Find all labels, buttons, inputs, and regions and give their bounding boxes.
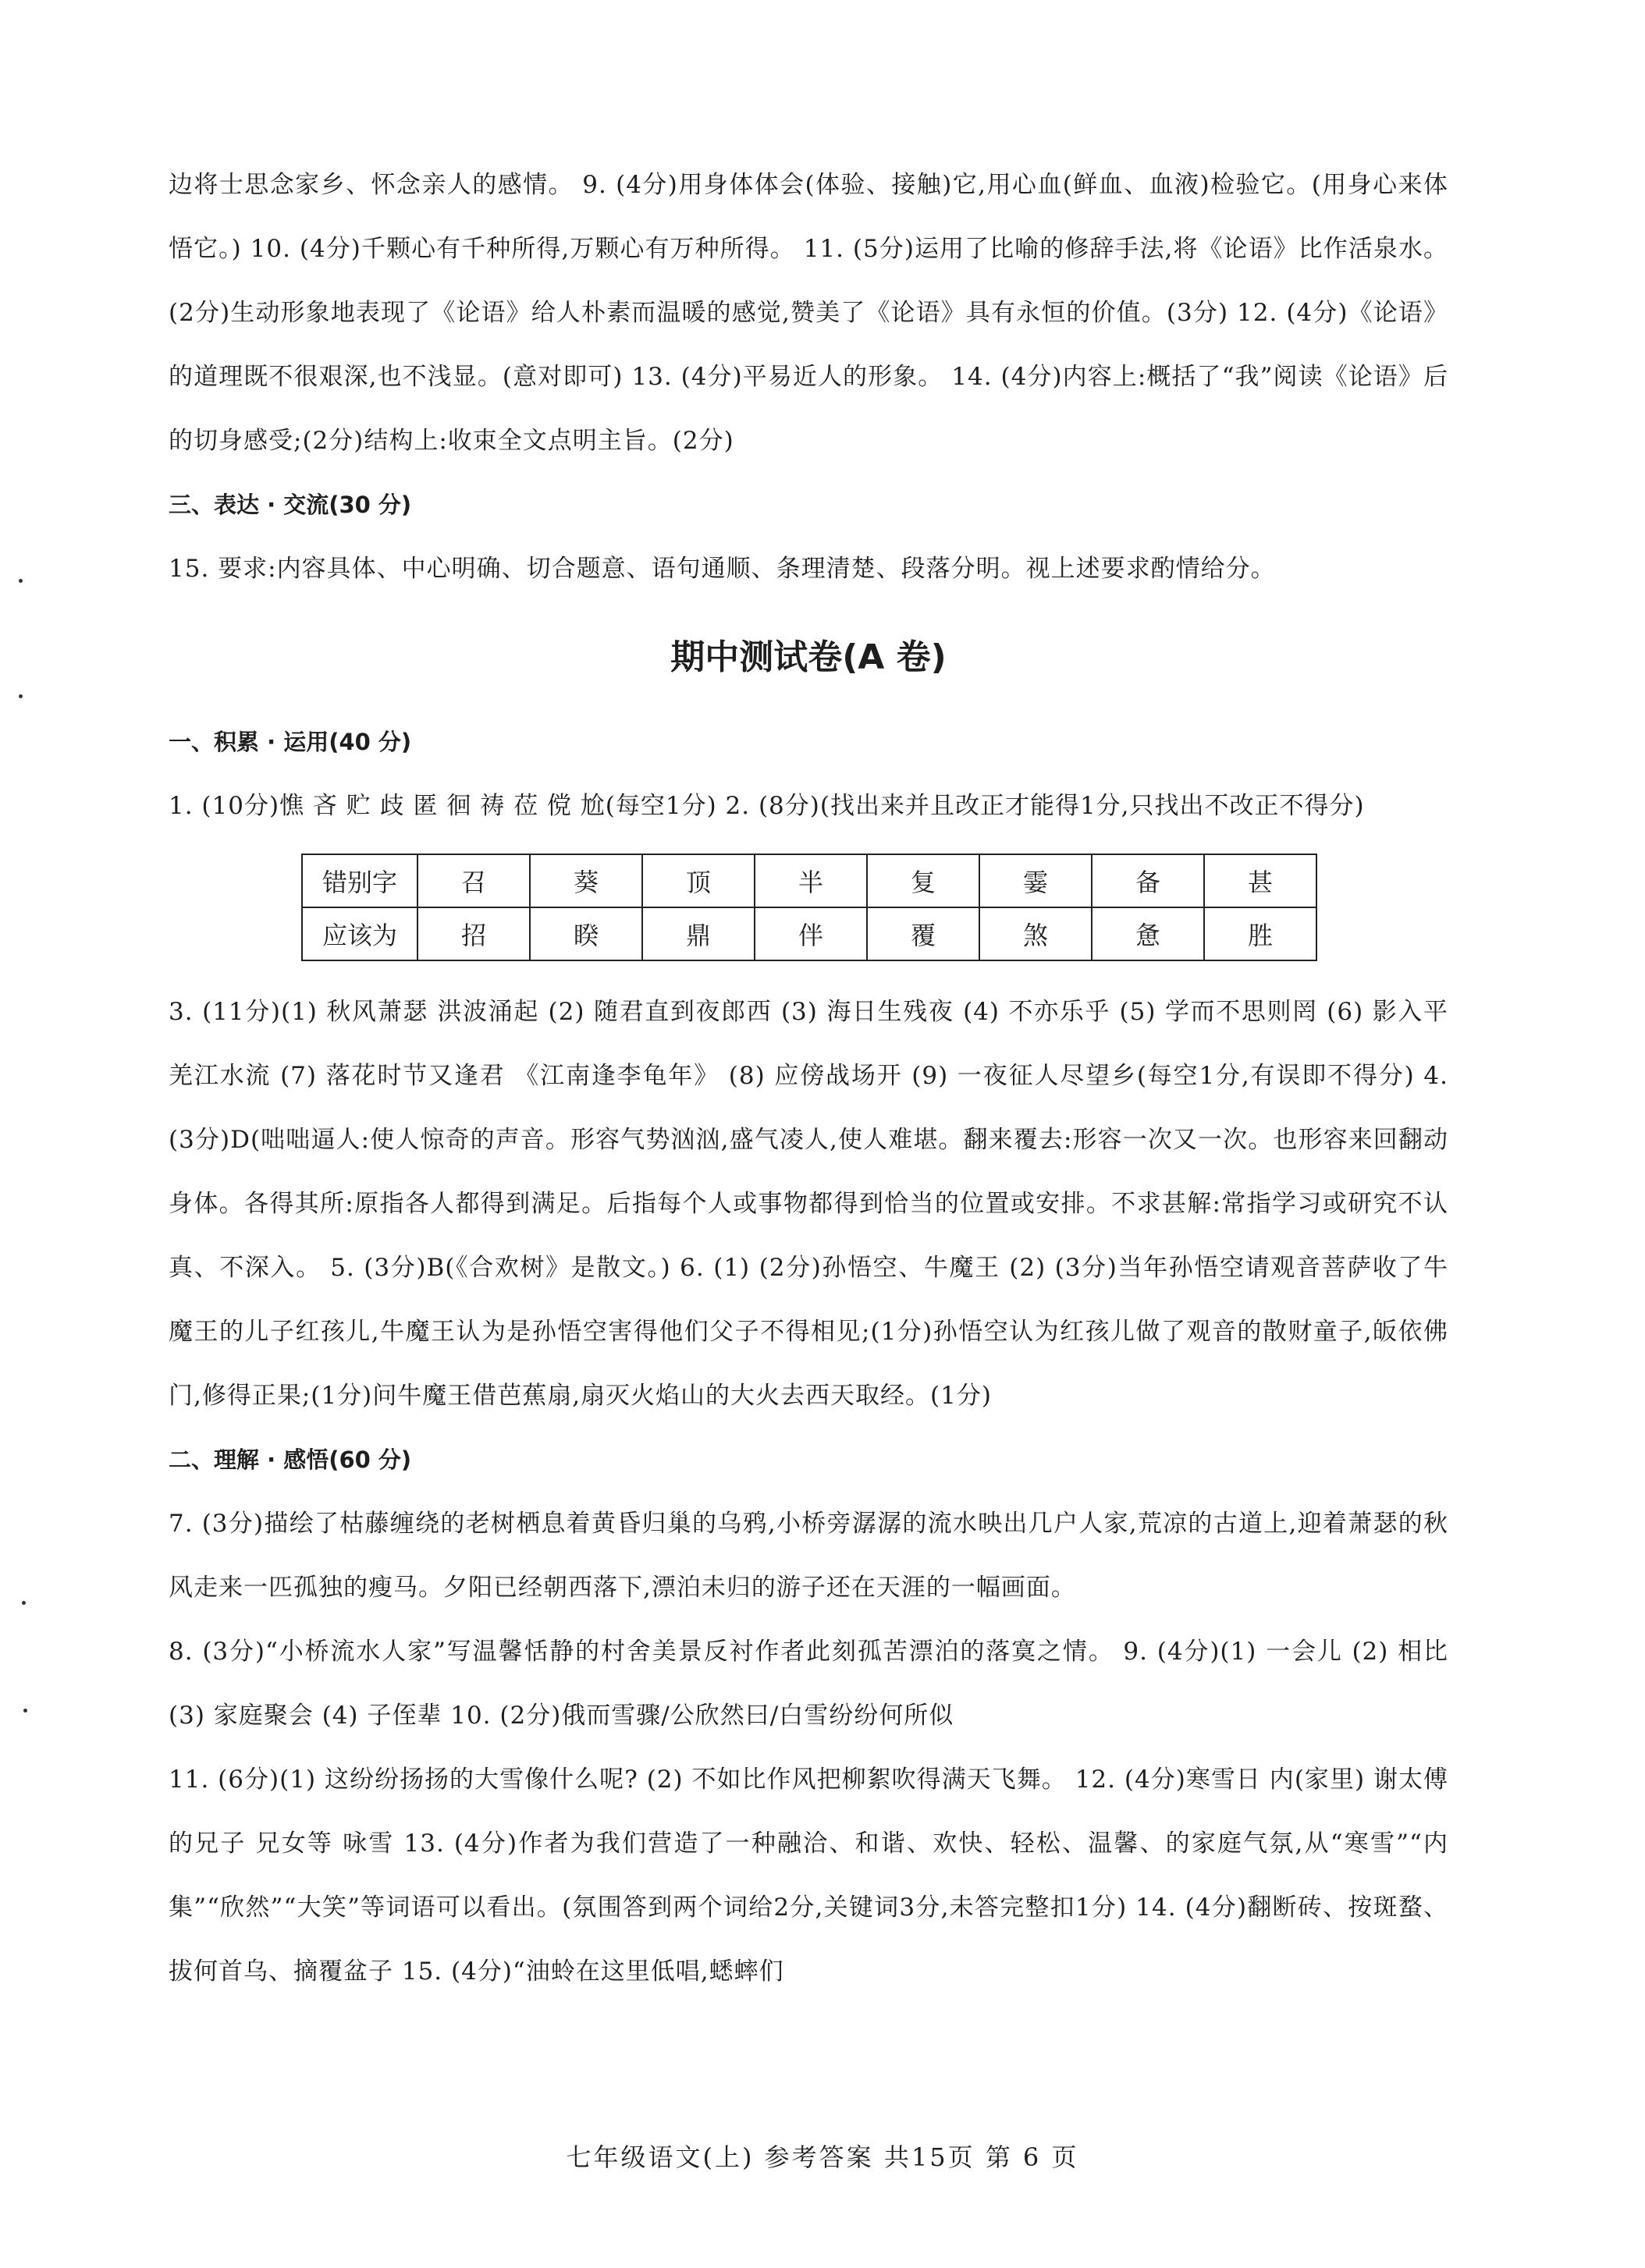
- table-cell: 睽: [530, 907, 642, 960]
- table-cell: 霎: [979, 854, 1092, 907]
- answer-q1-q2: 1. (10分)憔 吝 贮 歧 匿 徊 祷 莅 傥 尬(每空1分) 2. (8分)(找出来并且改正才能得1分,只找出不改正不得分): [169, 792, 1365, 820]
- answer-q7: 7. (3分)描绘了枯藤缠绕的老树栖息着黄昏归巢的乌鸦,小桥旁潺潺的流水映出几户人家,荒凉的古道上,迎着萧瑟的秋风走来一匹孤独的瘦马。夕阳已经朝西落下,漂泊未归的游子还在天涯的一幅画面。: [169, 1510, 1448, 1602]
- answer-q8-q10: 8. (3分)“小桥流水人家”写温馨恬静的村舍美景反衬作者此刻孤苦漂泊的落寞之情。 9. (4分)(1) 一会儿 (2) 相比 (3) 家庭聚会 (4) 子侄辈 10. (2分)俄而雪骤/公欣然曰/白雪纷纷何所似: [169, 1638, 1448, 1730]
- table-cell: 葵: [530, 854, 642, 907]
- typo-correction-table: [301, 854, 1317, 961]
- table-cell: 召: [417, 854, 530, 907]
- table-row: [302, 854, 1316, 907]
- table-cell: 伴: [755, 907, 867, 960]
- table-row: [302, 907, 1316, 960]
- table-cell: 胜: [1204, 907, 1316, 960]
- table-cell: 备: [1092, 854, 1204, 907]
- page-footer: 七年级语文(上) 参考答案 共15页 第 6 页: [566, 2142, 1079, 2172]
- table-header-cell: 错别字: [302, 854, 417, 907]
- margin-dot: [22, 1601, 26, 1605]
- table-cell: 半: [755, 854, 867, 907]
- table-cell: 煞: [979, 907, 1092, 960]
- section-heading-2: 二、理解 · 感悟(60 分): [169, 1446, 412, 1473]
- table-cell: 覆: [867, 907, 979, 960]
- answer-page: [169, 153, 1448, 2004]
- table-cell: 鼎: [642, 907, 755, 960]
- table-cell: 惫: [1092, 907, 1204, 960]
- margin-dot: [19, 694, 23, 698]
- margin-dot: [23, 1709, 27, 1713]
- section-heading-3: 三、表达 · 交流(30 分): [169, 492, 412, 518]
- answer-q15: 15. 要求:内容具体、中心明确、切合题意、语句通顺、条理清楚、段落分明。视上述要求酌情给分。: [169, 555, 1276, 583]
- answer-paragraph-continued: 边将士思念家乡、怀念亲人的感情。 9. (4分)用身体体会(体验、接触)它,用心血(鲜血、血液)检验它。(用身心来体悟它。) 10. (4分)千颗心有千种所得,万颗心有万种所得。 11. (5分)运用了比喻的修辞手法,将《论语》比作活泉水。(2分)生动形象地表现了《论语》给人朴素而温暖的感觉,赞美了《论语》具有永恒的价值。(3分) 12. (4分)《论语》的道理既不很艰深,也不浅显。(意对即可) 13. (4分)平易近人的形象。 14. (4分)内容上:概括了“我”阅读《论语》后的切身感受;(2分)结构上:收束全文点明主旨。(2分): [169, 171, 1448, 455]
- table-header-cell: 应该为: [302, 907, 417, 960]
- page-title: 期中测试卷(A 卷): [670, 637, 947, 677]
- table-cell: 复: [867, 854, 979, 907]
- section-heading-1: 一、积累 · 运用(40 分): [169, 729, 412, 755]
- table-cell: 甚: [1204, 854, 1316, 907]
- margin-dot: [19, 579, 23, 583]
- table-cell: 招: [417, 907, 530, 960]
- answer-q3-q6: 3. (11分)(1) 秋风萧瑟 洪波涌起 (2) 随君直到夜郎西 (3) 海日生残夜 (4) 不亦乐乎 (5) 学而不思则罔 (6) 影入平羌江水流 (7) 落花时节又逢君 《江南逢李龟年》 (8) 应傍战场开 (9) 一夜征人尽望乡(每空1分,有误即不得分) 4. (3分)D(咄咄逼人:使人惊奇的声音。形容气势汹汹,盛气凌人,使人难堪。翻来覆去:形容一次又一次。也形容来回翻动身体。各得其所:原指各人都得到满足。后指每个人或事物都得到恰当的位置或安排。不求甚解:常指学习或研究不认真、不深入。 5. (3分)B(《合欢树》是散文。) 6. (1) (2分)孙悟空、牛魔王 (2) (3分)当年孙悟空请观音菩萨收了牛魔王的儿子红孩儿,牛魔王认为是孙悟空害得他们父子不得相见;(1分)孙悟空认为红孩儿做了观音的散财童子,皈依佛门,修得正果;(1分)问牛魔王借芭蕉扇,扇灭火焰山的大火去西天取经。(1分): [169, 998, 1448, 1410]
- table-cell: 顶: [642, 854, 755, 907]
- answer-q11-q15: 11. (6分)(1) 这纷纷扬扬的大雪像什么呢? (2) 不如比作风把柳絮吹得满天飞舞。 12. (4分)寒雪日 内(家里) 谢太傅的兄子 兄女等 咏雪 13. (4分)作者为我们营造了一种融洽、和谐、欢快、轻松、温馨、的家庭气氛,从“寒雪”“内集”“欣然”“大笑”等词语可以看出。(氛围答到两个词给2分,关键词3分,未答完整扣1分) 14. (4分)翻断砖、按斑蝥、拔何首乌、摘覆盆子 15. (4分)“油蛉在这里低唱,蟋蟀们: [169, 1766, 1448, 1986]
